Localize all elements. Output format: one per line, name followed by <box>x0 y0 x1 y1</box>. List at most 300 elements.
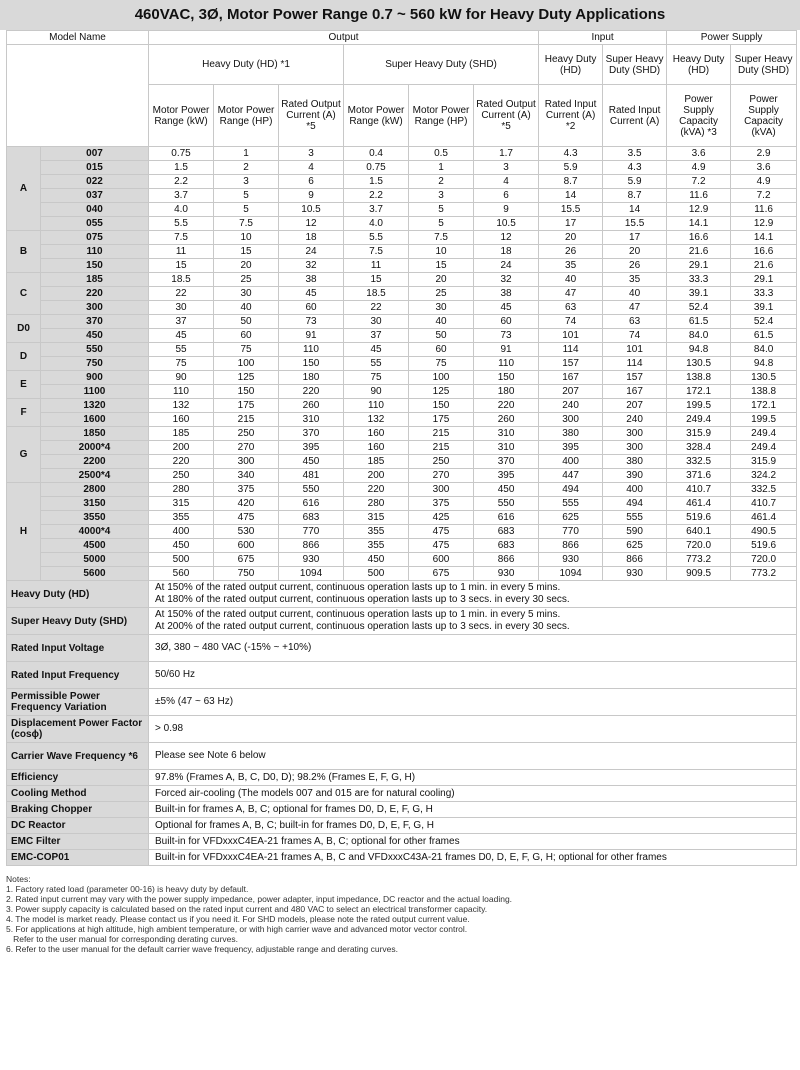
spec-label: Heavy Duty (HD) <box>7 581 149 608</box>
model-name: 4500 <box>41 539 149 553</box>
table-cell: 280 <box>344 497 409 511</box>
table-cell: 310 <box>474 441 539 455</box>
table-cell: 315.9 <box>667 427 731 441</box>
table-cell: 20 <box>603 245 667 259</box>
table-cell: 12 <box>279 217 344 231</box>
table-cell: 180 <box>279 371 344 385</box>
table-cell: 1.5 <box>344 175 409 189</box>
table-cell: 125 <box>409 385 474 399</box>
header-hd-input: Heavy Duty (HD) <box>539 45 603 85</box>
table-cell: 390 <box>603 469 667 483</box>
notes-heading: Notes: <box>6 874 31 884</box>
frame-label: G <box>7 427 41 483</box>
table-cell: 207 <box>539 385 603 399</box>
table-cell: 395 <box>279 441 344 455</box>
table-cell: 12 <box>474 231 539 245</box>
model-name: 185 <box>41 273 149 287</box>
table-cell: 45 <box>474 301 539 315</box>
spec-value: At 150% of the rated output current, continuous operation lasts up to 1 min. in every 5 mins. At 180% of the rated output current, continuous operation lasts up to 3 secs. in every 30 secs. <box>149 581 797 608</box>
table-cell: 9 <box>474 203 539 217</box>
table-cell: 1 <box>409 161 474 175</box>
table-row <box>7 427 797 441</box>
table-cell: 3.7 <box>344 203 409 217</box>
spec-value: ±5% (47 ~ 63 Hz) <box>149 689 797 716</box>
table-cell: 5.5 <box>149 217 214 231</box>
table-row <box>7 343 797 357</box>
table-cell: 675 <box>409 567 474 581</box>
table-cell: 310 <box>474 427 539 441</box>
table-cell: 930 <box>603 567 667 581</box>
table-cell: 150 <box>214 385 279 399</box>
table-row <box>7 147 797 161</box>
table-row <box>7 175 797 189</box>
table-cell: 20 <box>539 231 603 245</box>
table-cell: 2.9 <box>731 147 797 161</box>
table-cell: 157 <box>539 357 603 371</box>
table-cell: 1.5 <box>149 161 214 175</box>
table-cell: 138.8 <box>667 371 731 385</box>
table-cell: 40 <box>539 273 603 287</box>
table-cell: 280 <box>149 483 214 497</box>
table-cell: 130.5 <box>667 357 731 371</box>
table-cell: 490.5 <box>731 525 797 539</box>
spec-row <box>7 662 797 689</box>
table-cell: 400 <box>603 483 667 497</box>
table-cell: 37 <box>344 329 409 343</box>
table-cell: 110 <box>344 399 409 413</box>
table-cell: 773.2 <box>667 553 731 567</box>
header-col-7: Rated Input Current (A) <box>603 85 667 147</box>
model-name: 110 <box>41 245 149 259</box>
table-row <box>7 203 797 217</box>
table-cell: 35 <box>603 273 667 287</box>
table-cell: 519.6 <box>731 539 797 553</box>
spec-value: At 150% of the rated output current, continuous operation lasts up to 1 min. in every 5 mins. At 200% of the rated output current, continuous operation lasts up to 3 secs. in every 30 secs. <box>149 608 797 635</box>
table-cell: 866 <box>279 539 344 553</box>
spec-value: Built-in for frames A, B, C; optional for frames D0, D, E, F, G, H <box>149 802 797 818</box>
table-cell: 450 <box>474 483 539 497</box>
table-cell: 20 <box>214 259 279 273</box>
header-col-9: Power Supply Capacity (kVA) <box>731 85 797 147</box>
table-cell: 22 <box>344 301 409 315</box>
spec-row <box>7 608 797 635</box>
table-cell: 15 <box>344 273 409 287</box>
model-name: 1600 <box>41 413 149 427</box>
table-cell: 110 <box>474 357 539 371</box>
spec-value: Please see Note 6 below <box>149 743 797 770</box>
table-cell: 110 <box>279 343 344 357</box>
note-item: 4. The model is market ready. Please contact us if you need it. For SHD models, please note the rated output current value. <box>6 914 470 924</box>
table-cell: 400 <box>149 525 214 539</box>
table-cell: 17 <box>603 231 667 245</box>
table-cell: 930 <box>474 567 539 581</box>
table-cell: 60 <box>474 315 539 329</box>
header-shd-input: Super Heavy Duty (SHD) <box>603 45 667 85</box>
table-cell: 7.5 <box>214 217 279 231</box>
table-cell: 7.5 <box>344 245 409 259</box>
spec-label: EMC-COP01 <box>7 850 149 866</box>
table-cell: 324.2 <box>731 469 797 483</box>
frame-label: E <box>7 371 41 399</box>
table-cell: 310 <box>279 413 344 427</box>
table-cell: 63 <box>603 315 667 329</box>
table-cell: 683 <box>279 511 344 525</box>
table-row <box>7 441 797 455</box>
table-cell: 39.1 <box>731 301 797 315</box>
table-cell: 24 <box>474 259 539 273</box>
table-cell: 328.4 <box>667 441 731 455</box>
table-row <box>7 287 797 301</box>
model-name: 550 <box>41 343 149 357</box>
spec-row <box>7 635 797 662</box>
table-cell: 50 <box>409 329 474 343</box>
table-cell: 332.5 <box>667 455 731 469</box>
header-shd-output: Super Heavy Duty (SHD) <box>344 45 539 85</box>
table-cell: 100 <box>214 357 279 371</box>
table-cell: 47 <box>539 287 603 301</box>
model-name: 3550 <box>41 511 149 525</box>
table-cell: 45 <box>149 329 214 343</box>
table-cell: 75 <box>344 371 409 385</box>
table-cell: 249.4 <box>667 413 731 427</box>
table-cell: 530 <box>214 525 279 539</box>
table-cell: 26 <box>539 245 603 259</box>
table-cell: 340 <box>214 469 279 483</box>
table-cell: 37 <box>149 315 214 329</box>
table-row <box>7 273 797 287</box>
spec-table <box>6 30 797 866</box>
table-row <box>7 231 797 245</box>
spec-label: DC Reactor <box>7 818 149 834</box>
note-item: 6. Refer to the user manual for the default carrier wave frequency, adjustable range and derating curves. <box>6 944 399 954</box>
table-cell: 450 <box>149 539 214 553</box>
table-cell: 21.6 <box>667 245 731 259</box>
table-cell: 52.4 <box>667 301 731 315</box>
table-row <box>7 301 797 315</box>
table-cell: 4 <box>279 161 344 175</box>
table-cell: 30 <box>409 301 474 315</box>
table-cell: 930 <box>279 553 344 567</box>
table-cell: 494 <box>539 483 603 497</box>
table-cell: 16.6 <box>667 231 731 245</box>
table-cell: 315 <box>149 497 214 511</box>
table-row <box>7 385 797 399</box>
table-cell: 10.5 <box>279 203 344 217</box>
table-cell: 355 <box>344 525 409 539</box>
table-cell: 300 <box>214 455 279 469</box>
header-col-6: Rated Input Current (A) *2 <box>539 85 603 147</box>
table-cell: 132 <box>149 399 214 413</box>
table-cell: 215 <box>214 413 279 427</box>
model-name: 1850 <box>41 427 149 441</box>
table-cell: 625 <box>539 511 603 525</box>
frame-label: B <box>7 231 41 273</box>
spec-row <box>7 581 797 608</box>
model-name: 1320 <box>41 399 149 413</box>
header-hd-output: Heavy Duty (HD) *1 <box>149 45 344 85</box>
table-cell: 315.9 <box>731 455 797 469</box>
spec-value: 50/60 Hz <box>149 662 797 689</box>
table-cell: 1094 <box>539 567 603 581</box>
model-name: 007 <box>41 147 149 161</box>
frame-label: D <box>7 343 41 371</box>
table-cell: 32 <box>279 259 344 273</box>
table-cell: 52.4 <box>731 315 797 329</box>
table-cell: 138.8 <box>731 385 797 399</box>
spec-value: > 0.98 <box>149 716 797 743</box>
table-cell: 150 <box>279 357 344 371</box>
table-cell: 130.5 <box>731 371 797 385</box>
table-cell: 11.6 <box>667 189 731 203</box>
table-cell: 132 <box>344 413 409 427</box>
table-cell: 5 <box>214 203 279 217</box>
table-row <box>7 553 797 567</box>
model-name: 4000*4 <box>41 525 149 539</box>
table-cell: 94.8 <box>667 343 731 357</box>
table-cell: 481 <box>279 469 344 483</box>
table-cell: 355 <box>149 511 214 525</box>
table-cell: 395 <box>474 469 539 483</box>
table-cell: 101 <box>539 329 603 343</box>
spec-row <box>7 818 797 834</box>
table-cell: 332.5 <box>731 483 797 497</box>
table-cell: 3 <box>474 161 539 175</box>
table-cell: 160 <box>149 413 214 427</box>
table-cell: 15 <box>214 245 279 259</box>
table-cell: 18.5 <box>344 287 409 301</box>
table-cell: 683 <box>474 539 539 553</box>
model-name: 5000 <box>41 553 149 567</box>
table-cell: 94.8 <box>731 357 797 371</box>
table-cell: 560 <box>149 567 214 581</box>
table-cell: 199.5 <box>731 413 797 427</box>
table-cell: 11 <box>344 259 409 273</box>
table-cell: 6 <box>474 189 539 203</box>
table-row <box>7 399 797 413</box>
spec-label: Cooling Method <box>7 786 149 802</box>
table-cell: 750 <box>214 567 279 581</box>
header-col-3: Motor Power Range (kW) <box>344 85 409 147</box>
spec-value: Forced air-cooling (The models 007 and 015 are for natural cooling) <box>149 786 797 802</box>
table-cell: 17 <box>539 217 603 231</box>
table-cell: 3.5 <box>603 147 667 161</box>
frame-label: H <box>7 483 41 581</box>
table-cell: 370 <box>279 427 344 441</box>
spec-row <box>7 834 797 850</box>
spec-label: Carrier Wave Frequency *6 <box>7 743 149 770</box>
frame-label: F <box>7 399 41 427</box>
table-row <box>7 455 797 469</box>
table-cell: 0.5 <box>409 147 474 161</box>
table-cell: 5.9 <box>603 175 667 189</box>
table-cell: 625 <box>603 539 667 553</box>
table-cell: 63 <box>539 301 603 315</box>
spec-value: Optional for frames A, B, C; built-in for frames D0, D, E, F, G, H <box>149 818 797 834</box>
table-cell: 18 <box>474 245 539 259</box>
model-name: 2500*4 <box>41 469 149 483</box>
table-cell: 215 <box>409 427 474 441</box>
header-input: Input <box>539 31 667 45</box>
header-col-0: Motor Power Range (kW) <box>149 85 214 147</box>
table-cell: 640.1 <box>667 525 731 539</box>
table-cell: 930 <box>539 553 603 567</box>
table-cell: 50 <box>214 315 279 329</box>
table-cell: 39.1 <box>667 287 731 301</box>
table-cell: 395 <box>539 441 603 455</box>
table-cell: 10 <box>214 231 279 245</box>
table-cell: 7.5 <box>149 231 214 245</box>
table-cell: 720.0 <box>667 539 731 553</box>
spec-row <box>7 770 797 786</box>
spec-label: Braking Chopper <box>7 802 149 818</box>
table-cell: 555 <box>539 497 603 511</box>
table-cell: 207 <box>603 399 667 413</box>
table-cell: 24 <box>279 245 344 259</box>
table-cell: 2.2 <box>149 175 214 189</box>
model-name: 037 <box>41 189 149 203</box>
table-cell: 125 <box>214 371 279 385</box>
table-cell: 10.5 <box>474 217 539 231</box>
table-cell: 167 <box>603 385 667 399</box>
header-power-supply: Power Supply <box>667 31 797 45</box>
table-cell: 45 <box>279 287 344 301</box>
table-cell: 75 <box>409 357 474 371</box>
table-cell: 380 <box>539 427 603 441</box>
frame-label: A <box>7 147 41 231</box>
spec-row <box>7 743 797 770</box>
table-cell: 114 <box>603 357 667 371</box>
table-cell: 74 <box>539 315 603 329</box>
table-cell: 8.7 <box>539 175 603 189</box>
table-cell: 200 <box>344 469 409 483</box>
spec-label: Rated Input Voltage <box>7 635 149 662</box>
model-name: 220 <box>41 287 149 301</box>
header-model-name: Model Name <box>7 31 149 45</box>
table-cell: 175 <box>409 413 474 427</box>
table-cell: 14.1 <box>667 217 731 231</box>
spec-value: Built-in for VFDxxxC4EA-21 frames A, B, C; optional for other frames <box>149 834 797 850</box>
table-cell: 215 <box>409 441 474 455</box>
table-cell: 8.7 <box>603 189 667 203</box>
table-cell: 410.7 <box>731 497 797 511</box>
table-cell: 0.75 <box>149 147 214 161</box>
model-name: 370 <box>41 315 149 329</box>
model-name: 450 <box>41 329 149 343</box>
table-cell: 9 <box>279 189 344 203</box>
table-cell: 15.5 <box>603 217 667 231</box>
table-row <box>7 357 797 371</box>
table-cell: 420 <box>214 497 279 511</box>
table-cell: 3 <box>409 189 474 203</box>
table-cell: 461.4 <box>731 511 797 525</box>
table-cell: 40 <box>214 301 279 315</box>
note-item: Refer to the user manual for corresponding derating curves. <box>6 934 238 944</box>
header-hd-supply: Heavy Duty (HD) <box>667 45 731 85</box>
model-name: 015 <box>41 161 149 175</box>
note-item: 5. For applications at high altitude, high ambient temperature, or with high carrier wave and advanced motor vector control. <box>6 924 468 934</box>
table-cell: 12.9 <box>731 217 797 231</box>
notes <box>6 874 800 954</box>
table-cell: 240 <box>603 413 667 427</box>
table-cell: 75 <box>149 357 214 371</box>
table-cell: 25 <box>214 273 279 287</box>
header-blank <box>7 45 149 147</box>
table-cell: 16.6 <box>731 245 797 259</box>
header-output: Output <box>149 31 539 45</box>
table-cell: 3.7 <box>149 189 214 203</box>
table-cell: 616 <box>474 511 539 525</box>
table-cell: 60 <box>214 329 279 343</box>
table-cell: 675 <box>214 553 279 567</box>
spec-label: Super Heavy Duty (SHD) <box>7 608 149 635</box>
frame-label: C <box>7 273 41 315</box>
model-name: 040 <box>41 203 149 217</box>
table-cell: 74 <box>603 329 667 343</box>
table-cell: 60 <box>279 301 344 315</box>
model-name: 075 <box>41 231 149 245</box>
page-title: 460VAC, 3Ø, Motor Power Range 0.7 ~ 560 kW for Heavy Duty Applications <box>0 0 800 30</box>
table-cell: 14 <box>603 203 667 217</box>
table-cell: 75 <box>214 343 279 357</box>
table-cell: 5.9 <box>539 161 603 175</box>
table-cell: 4.0 <box>149 203 214 217</box>
table-row <box>7 259 797 273</box>
table-cell: 100 <box>409 371 474 385</box>
table-cell: 4 <box>474 175 539 189</box>
table-cell: 4.9 <box>731 175 797 189</box>
table-cell: 110 <box>149 385 214 399</box>
table-cell: 3 <box>279 147 344 161</box>
table-cell: 172.1 <box>667 385 731 399</box>
model-name: 3150 <box>41 497 149 511</box>
table-cell: 185 <box>344 455 409 469</box>
model-name: 300 <box>41 301 149 315</box>
table-row <box>7 469 797 483</box>
table-cell: 22 <box>149 287 214 301</box>
table-cell: 73 <box>279 315 344 329</box>
table-cell: 4.3 <box>603 161 667 175</box>
table-cell: 249.4 <box>731 441 797 455</box>
table-cell: 220 <box>344 483 409 497</box>
table-cell: 250 <box>149 469 214 483</box>
table-cell: 600 <box>214 539 279 553</box>
table-cell: 519.6 <box>667 511 731 525</box>
table-cell: 250 <box>214 427 279 441</box>
table-cell: 371.6 <box>667 469 731 483</box>
table-cell: 33.3 <box>731 287 797 301</box>
model-name: 2000*4 <box>41 441 149 455</box>
table-cell: 4.9 <box>667 161 731 175</box>
table-row <box>7 567 797 581</box>
table-cell: 14 <box>539 189 603 203</box>
table-cell: 375 <box>409 497 474 511</box>
spec-label: Displacement Power Factor (cosϕ) <box>7 716 149 743</box>
table-cell: 84.0 <box>731 343 797 357</box>
table-cell: 14.1 <box>731 231 797 245</box>
table-cell: 38 <box>474 287 539 301</box>
table-cell: 7.2 <box>731 189 797 203</box>
model-name: 055 <box>41 217 149 231</box>
table-cell: 270 <box>214 441 279 455</box>
table-cell: 260 <box>279 399 344 413</box>
table-cell: 450 <box>344 553 409 567</box>
table-cell: 461.4 <box>667 497 731 511</box>
table-cell: 199.5 <box>667 399 731 413</box>
spec-row <box>7 802 797 818</box>
table-cell: 30 <box>149 301 214 315</box>
table-cell: 683 <box>474 525 539 539</box>
table-cell: 175 <box>214 399 279 413</box>
